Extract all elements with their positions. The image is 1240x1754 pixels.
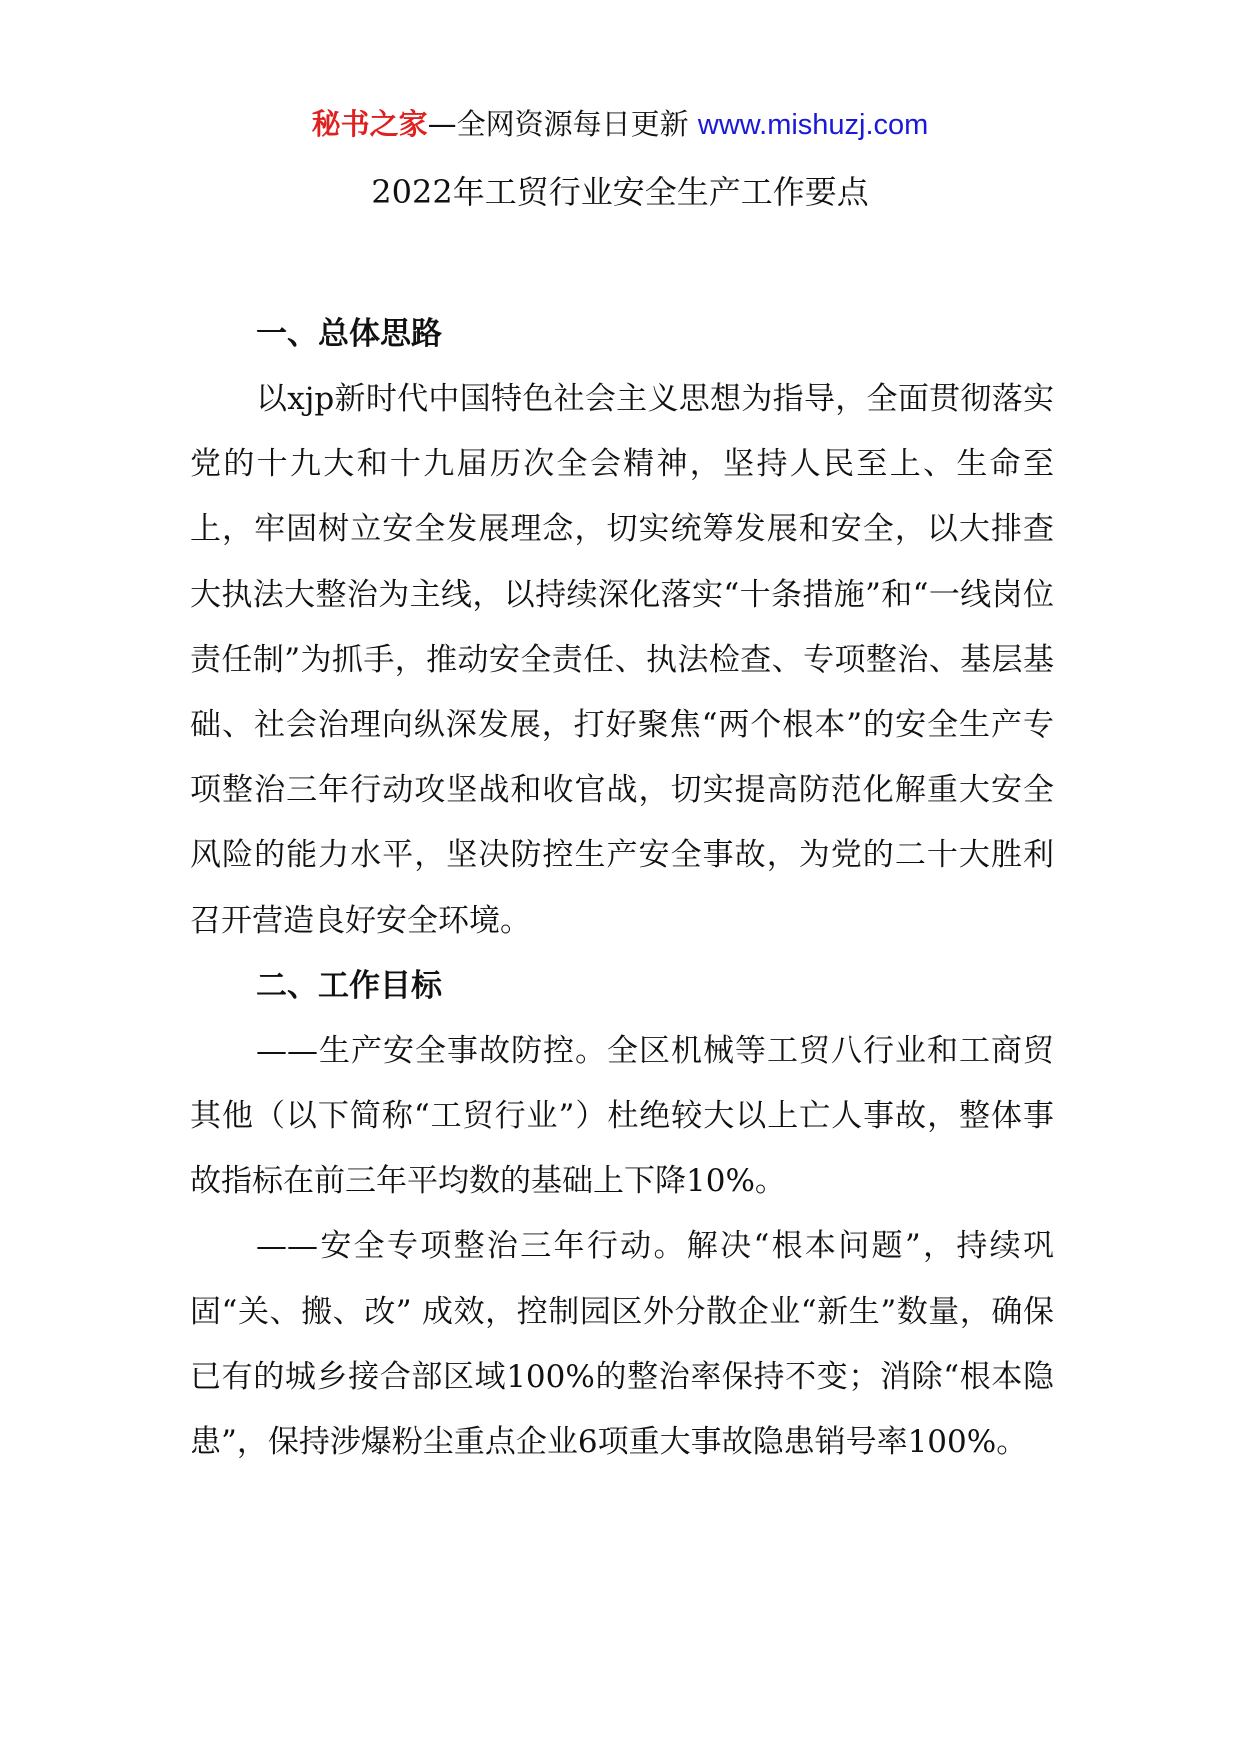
document-body [190,302,1054,1475]
section-heading-work-goals: 二、工作目标 [256,967,442,1004]
paragraph-accident-prevention: ——生产安全事故防控。全区机械等工贸八行业和工商贸其他（以下简称“工贸行业”）杜绝较大以上亡人事故，整体事故指标在前三年平均数的基础上下降10%。 [190,1032,1054,1200]
document-title: 2022年工贸行业安全生产工作要点 [371,173,869,211]
banner-slogan: —全网资源每日更新 [427,107,689,141]
paragraph-three-year-action: ——安全专项整治三年行动。解决“根本问题”，持续巩固“关、搬、改” 成效，控制园区外分散企业“新生”数量，确保已有的城乡接合部区域100%的整治率保持不变；消除“根本隐患”，保持涉爆粉尘重点企业6项重大事故隐患销号率100%。 [190,1228,1054,1461]
banner-brand: 秘书之家 [311,107,428,141]
section-heading-overall-approach: 一、总体思路 [256,316,442,352]
site-banner [0,102,1240,147]
banner-url-link[interactable]: www.mishuzj.com [697,109,929,141]
paragraph-overall-approach: 以xjp新时代中国特色社会主义思想为指导，全面贯彻落实党的十九大和十九届历次全会精神，坚持人民至上、生命至上，牢固树立安全发展理念，切实统筹发展和安全，以大排查大执法大整治为主线，以持续深化落实“十条措施”和“一线岗位责任制”为抓手，推动安全责任、执法检查、专项整治、基层基础、社会治理向纵深发展，打好聚焦“两个根本”的安全生产专项整治三年行动攻坚战和收官战，切实提高防范化解重大安全风险的能力水平，坚决防控生产安全事故，为党的二十大胜利召开营造良好安全环境。 [190,381,1054,939]
